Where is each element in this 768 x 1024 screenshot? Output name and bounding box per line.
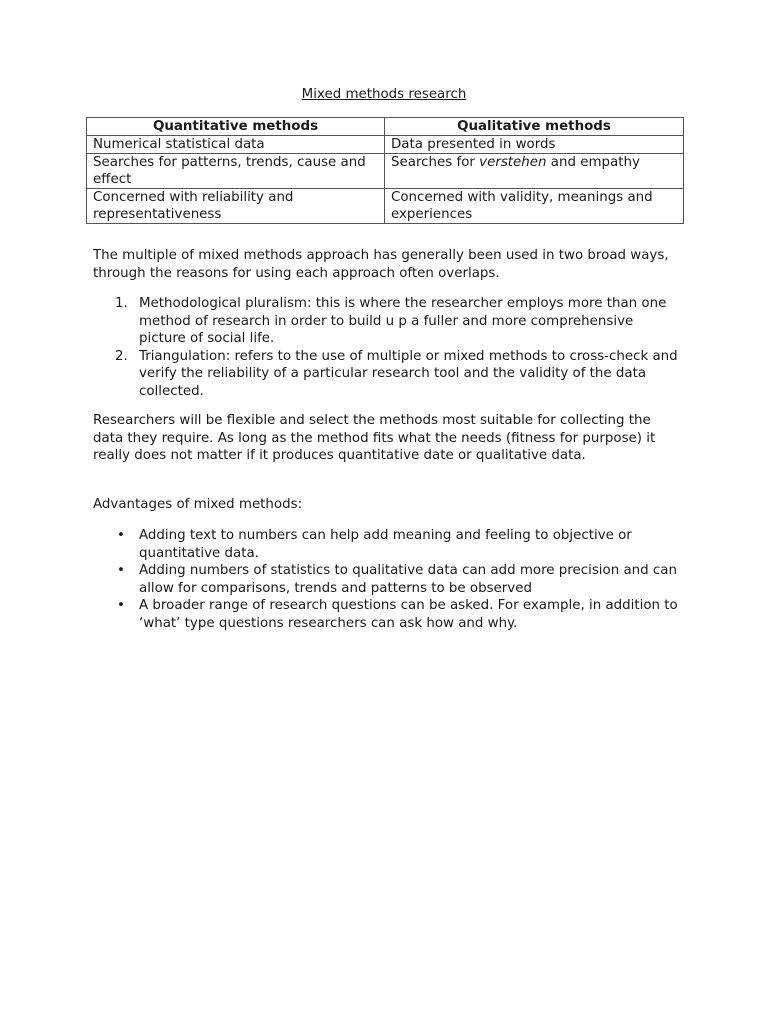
header-quantitative: Quantitative methods	[87, 118, 385, 136]
document-title: Mixed methods research	[301, 87, 467, 102]
table-cell-qualitative: Data presented in words	[385, 136, 684, 154]
list-item-text: A broader range of research questions can be asked. For example, in addition to ‘what’ type questions researchers can ask how and why.	[139, 598, 678, 631]
bullet-icon: •	[117, 598, 125, 614]
table-header-row	[87, 118, 684, 136]
list-item-text: Methodological pluralism: this is where the researcher employs more than one method of research in order to build u p a fuller and more comprehensive picture of social life.	[139, 296, 667, 347]
intro-paragraph: The multiple of mixed methods approach has generally been used in two broad ways, through the reasons for using each approach often overlaps.	[93, 248, 669, 281]
advantages-list	[93, 527, 683, 633]
bullet-icon: •	[117, 563, 125, 579]
table-row	[87, 154, 684, 189]
list-item	[93, 295, 683, 348]
list-item-text: Triangulation: refers to the use of multiple or mixed methods to cross-check and verify the reliability of a particular research tool and the validity of the data collected.	[139, 348, 678, 399]
list-number: 2.	[115, 348, 128, 364]
qualitative-text-prefix: Searches for	[391, 155, 480, 170]
numbered-list	[93, 295, 683, 401]
list-item-text: Adding text to numbers can help add meaning and feeling to objective or quantitative data.	[139, 528, 632, 561]
list-item	[93, 348, 683, 401]
table-cell-qualitative	[385, 154, 684, 189]
table-cell-quantitative: Numerical statistical data	[87, 136, 385, 154]
header-qualitative: Qualitative methods	[385, 118, 684, 136]
table-row	[87, 189, 684, 224]
table-cell-quantitative: Concerned with reliability and representativeness	[87, 189, 385, 224]
table-row	[87, 136, 684, 154]
table-cell-quantitative: Searches for patterns, trends, cause and effect	[87, 154, 385, 189]
list-number: 1.	[115, 296, 128, 311]
list-item	[93, 597, 683, 632]
list-item	[93, 527, 683, 562]
table-cell-qualitative: Concerned with validity, meanings and experiences	[385, 189, 684, 224]
list-item	[93, 562, 683, 597]
qualitative-text-suffix: and empathy	[546, 155, 640, 170]
advantages-heading: Advantages of mixed methods:	[93, 497, 303, 512]
qualitative-text-italic: verstehen	[479, 155, 547, 170]
bullet-icon: •	[117, 528, 125, 543]
flexibility-paragraph: Researchers will be flexible and select the methods most suitable for collecting the data they require. As long as the method fits what the needs (fitness for purpose) it really does not matter if it produces quantitative date or qualitative data.	[93, 413, 656, 464]
methods-comparison-table	[86, 117, 684, 224]
list-item-text: Adding numbers of statistics to qualitative data can add more precision and can allow for comparisons, trends and patterns to be observed	[139, 563, 677, 596]
